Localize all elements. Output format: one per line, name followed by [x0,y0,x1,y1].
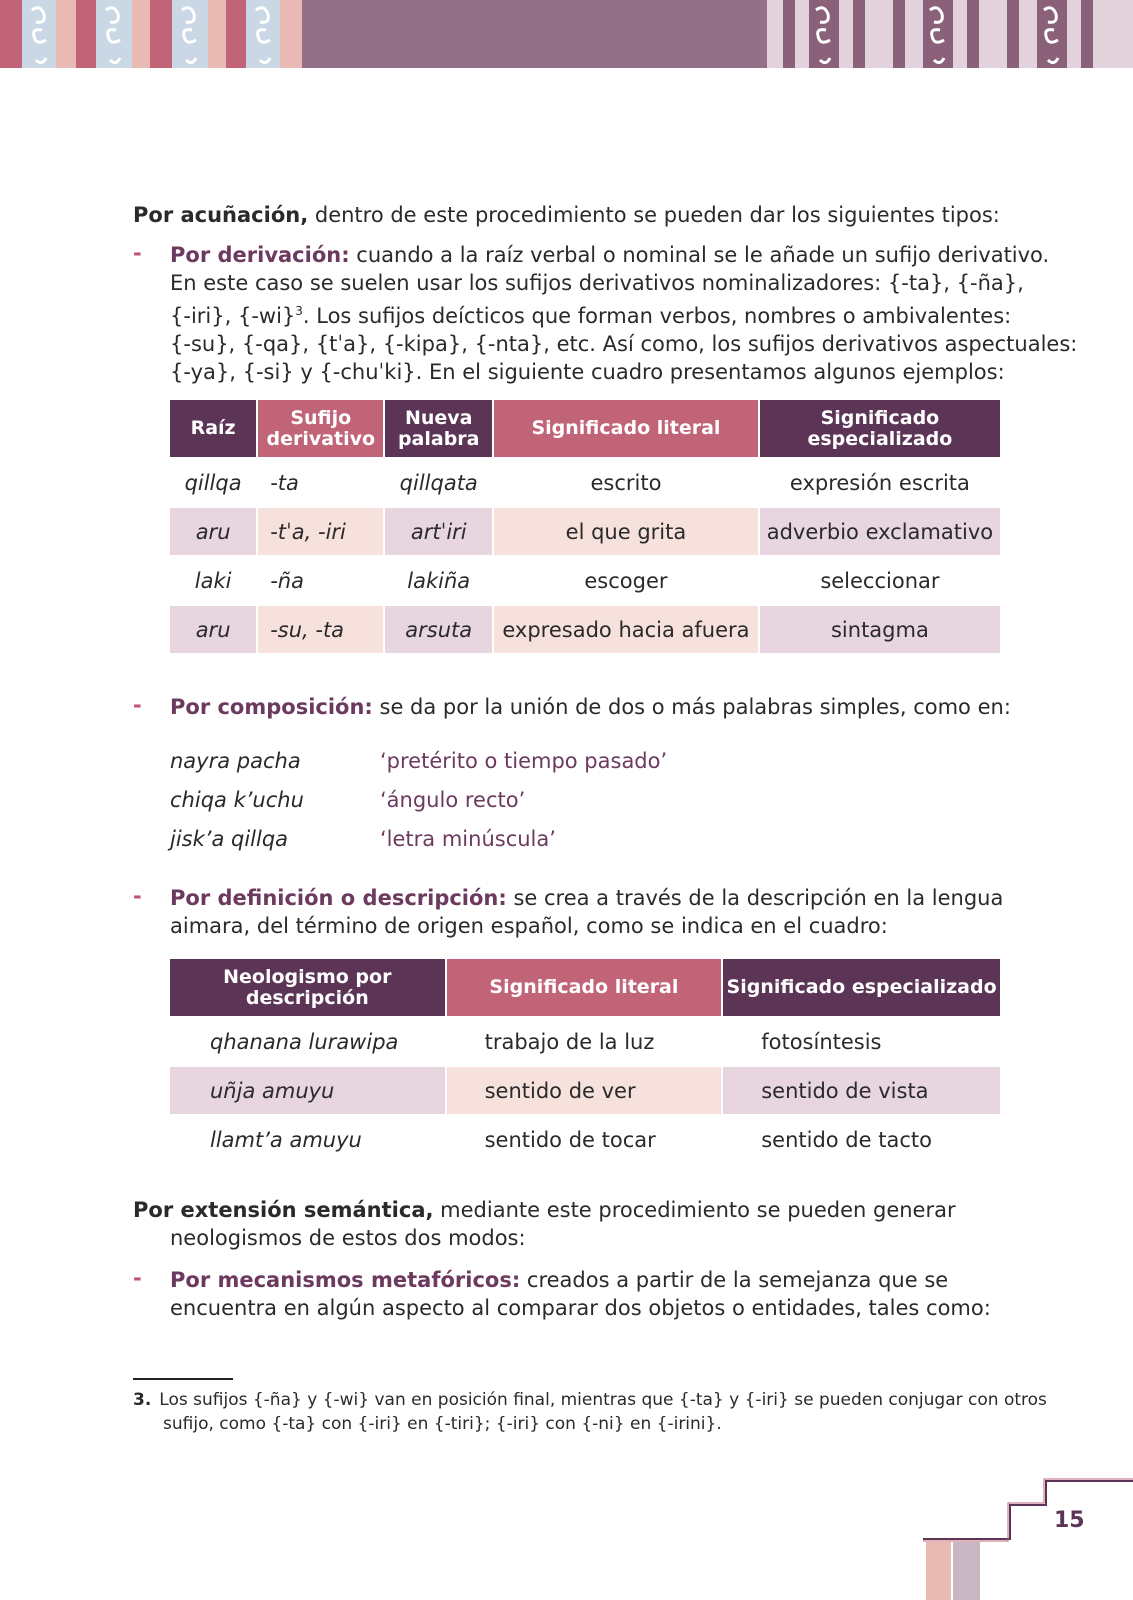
cell-especializado: fotosíntesis [761,1029,882,1054]
definicion-bold: Por definición o descripción: [170,886,507,910]
cell-literal: escoger [584,568,668,593]
extension-line-2: neologismos de estos dos modos: [170,1226,526,1250]
bullet-marker: - [133,241,142,265]
table-header-row [170,959,1000,1016]
metaforicos-text-1: creados a partir de la semejanza que se [520,1268,949,1292]
bullet-marker: - [133,693,142,717]
derivacion-line-2: En este caso se suelen usar los sufijos derivativos nominalizadores: {-ta}, {-ña}, [170,271,1024,295]
decorative-banner [0,0,1133,70]
cell-raiz: aru [170,606,256,653]
page-number: 15 [1054,1508,1085,1533]
cell-nueva-palabra: lakiña [407,568,471,593]
extension-paragraph [133,1196,1003,1252]
bullet-marker: - [133,884,142,908]
header-significado-especializado: Significado especializado [723,959,1000,1016]
header-sufijo: Sufijo derivativo [258,400,383,457]
composicion-text: se da por la unión de dos o más palabras simples, como en: [372,695,1011,719]
composicion-example [170,825,556,853]
definicion-text-1: se crea a través de la descripción en la lengua [506,886,1004,910]
table-row [170,557,1000,604]
table-row [170,1067,1000,1114]
derivacion-text-1: cuando a la raíz verbal o nominal se le añade un sufijo derivativo. [349,243,1050,267]
cell-especializado: seleccionar [820,568,940,593]
derivacion-text-3b: . Los sufijos deícticos que forman verbos, nombres o ambivalentes: [302,304,1012,328]
header-nueva-palabra: Nueva palabra [385,400,492,457]
table-row [170,459,1000,506]
metaforicos-paragraph [170,1266,1005,1322]
composicion-bold: Por composición: [170,695,373,719]
definicion-line-1 [170,884,1005,912]
cell-neologismo: qhanana lurawipa [210,1029,399,1054]
footnote-text-1: Los sufijos {-ña} y {-wi} van en posición final, mientras que {-ta} y {-iri} se pueden conjugar con otros [159,1390,1047,1410]
cell-literal: trabajo de la luz [484,1029,655,1054]
derivacion-bold: Por derivación: [170,243,350,267]
extension-line-1 [133,1196,1003,1224]
example-spanish: ‘ángulo recto’ [380,788,526,812]
derivacion-line-3 [170,297,1012,330]
footnote-line-1 [133,1388,1047,1412]
header-neologismo: Neologismo por descripción [170,959,445,1016]
extension-bold: Por extensión semántica, [133,1198,434,1222]
metaforicos-bold: Por mecanismos metafóricos: [170,1268,521,1292]
cell-nueva-palabra: artˈiri [385,508,492,555]
metaforicos-line-2: encuentra en algún aspecto al comparar dos objetos o entidades, tales como: [170,1296,991,1320]
cell-literal: expresado hacia afuera [494,606,758,653]
derivacion-line-4: {-su}, {-qa}, {tˈa}, {-kipa}, {-nta}, etc. Así como, los sufijos derivativos aspectuales: [170,332,1078,356]
example-aymara: jisk’a qillqa [170,827,289,851]
banner-middle-band [302,0,767,68]
cell-raiz: qillqa [184,470,242,495]
cell-literal: sentido de tocar [484,1127,656,1152]
intro-bold: Por acuñación, [133,203,309,227]
definicion-paragraph [170,884,1005,940]
header-significado-literal: Significado literal [494,400,758,457]
cell-sufijo: -ña [270,568,304,593]
derivacion-line-5: {-ya}, {-si} y {-chuˈki}. En el siguiente cuadro presentamos algunos ejemplos: [170,360,1005,384]
cell-sufijo: -su, -ta [258,606,383,653]
right-stripe-pattern [767,0,1133,68]
derivacion-paragraph [170,241,1078,386]
footnote-number: 3. [133,1390,152,1410]
composicion-paragraph [170,693,1011,721]
page-corner-decoration [923,1470,1133,1600]
cell-nueva-palabra: arsuta [385,606,492,653]
derivation-examples-table [168,398,1002,655]
derivacion-line-1 [170,241,1050,269]
example-spanish: ‘letra minúscula’ [380,827,556,851]
example-spanish: ‘pretérito o tiempo pasado’ [380,749,668,773]
cell-especializado: sentido de vista [723,1067,1000,1114]
definicion-line-2: aimara, del término de origen español, como se indica en el cuadro: [170,914,888,938]
cell-literal: sentido de ver [447,1067,722,1114]
cell-sufijo: -ta [270,470,299,495]
footnote-line-2: sufijo, como {-ta} con {-iri} en {-tiri}; {-iri} con {-ni} en {-irini}. [163,1414,722,1434]
footnote-ref: 3 [295,304,303,318]
cell-especializado: sentido de tacto [761,1127,932,1152]
metaforicos-line-1 [170,1266,1005,1294]
table-row [170,1018,1000,1065]
cell-neologismo: llamt’a amuyu [210,1127,362,1152]
left-stripe-pattern [0,0,302,68]
example-aymara: chiqa k’uchu [170,788,304,812]
cell-raiz: aru [170,508,256,555]
cell-literal: el que grita [494,508,758,555]
cell-especializado: sintagma [760,606,1000,653]
footnote-divider [133,1378,233,1380]
table-row [170,508,1000,555]
cell-especializado: adverbio exclamativo [760,508,1000,555]
cell-nueva-palabra: qillqata [399,470,478,495]
intro-paragraph [133,201,1003,229]
composicion-example [170,786,525,814]
table-header-row [170,400,1000,457]
header-significado-especializado: Significado especializado [760,400,1000,457]
bullet-marker: - [133,1266,142,1290]
extension-text-1: mediante este procedimiento se pueden generar [433,1198,956,1222]
intro-text: dentro de este procedimiento se pueden dar los siguientes tipos: [308,203,1000,227]
table-row [170,606,1000,653]
composicion-example [170,747,667,775]
example-aymara: nayra pacha [170,749,301,773]
footnote [133,1388,1047,1436]
cell-literal: escrito [590,470,662,495]
cell-sufijo: -tˈa, -iri [258,508,383,555]
cell-neologismo: uñja amuyu [170,1067,445,1114]
header-significado-literal: Significado literal [447,959,722,1016]
table-row [170,1116,1000,1163]
derivacion-text-3a: {-iri}, {-wi} [170,304,296,328]
cell-raiz: laki [194,568,232,593]
header-raiz: Raíz [170,400,256,457]
description-neologisms-table [168,957,1002,1165]
cell-especializado: expresión escrita [789,470,970,495]
